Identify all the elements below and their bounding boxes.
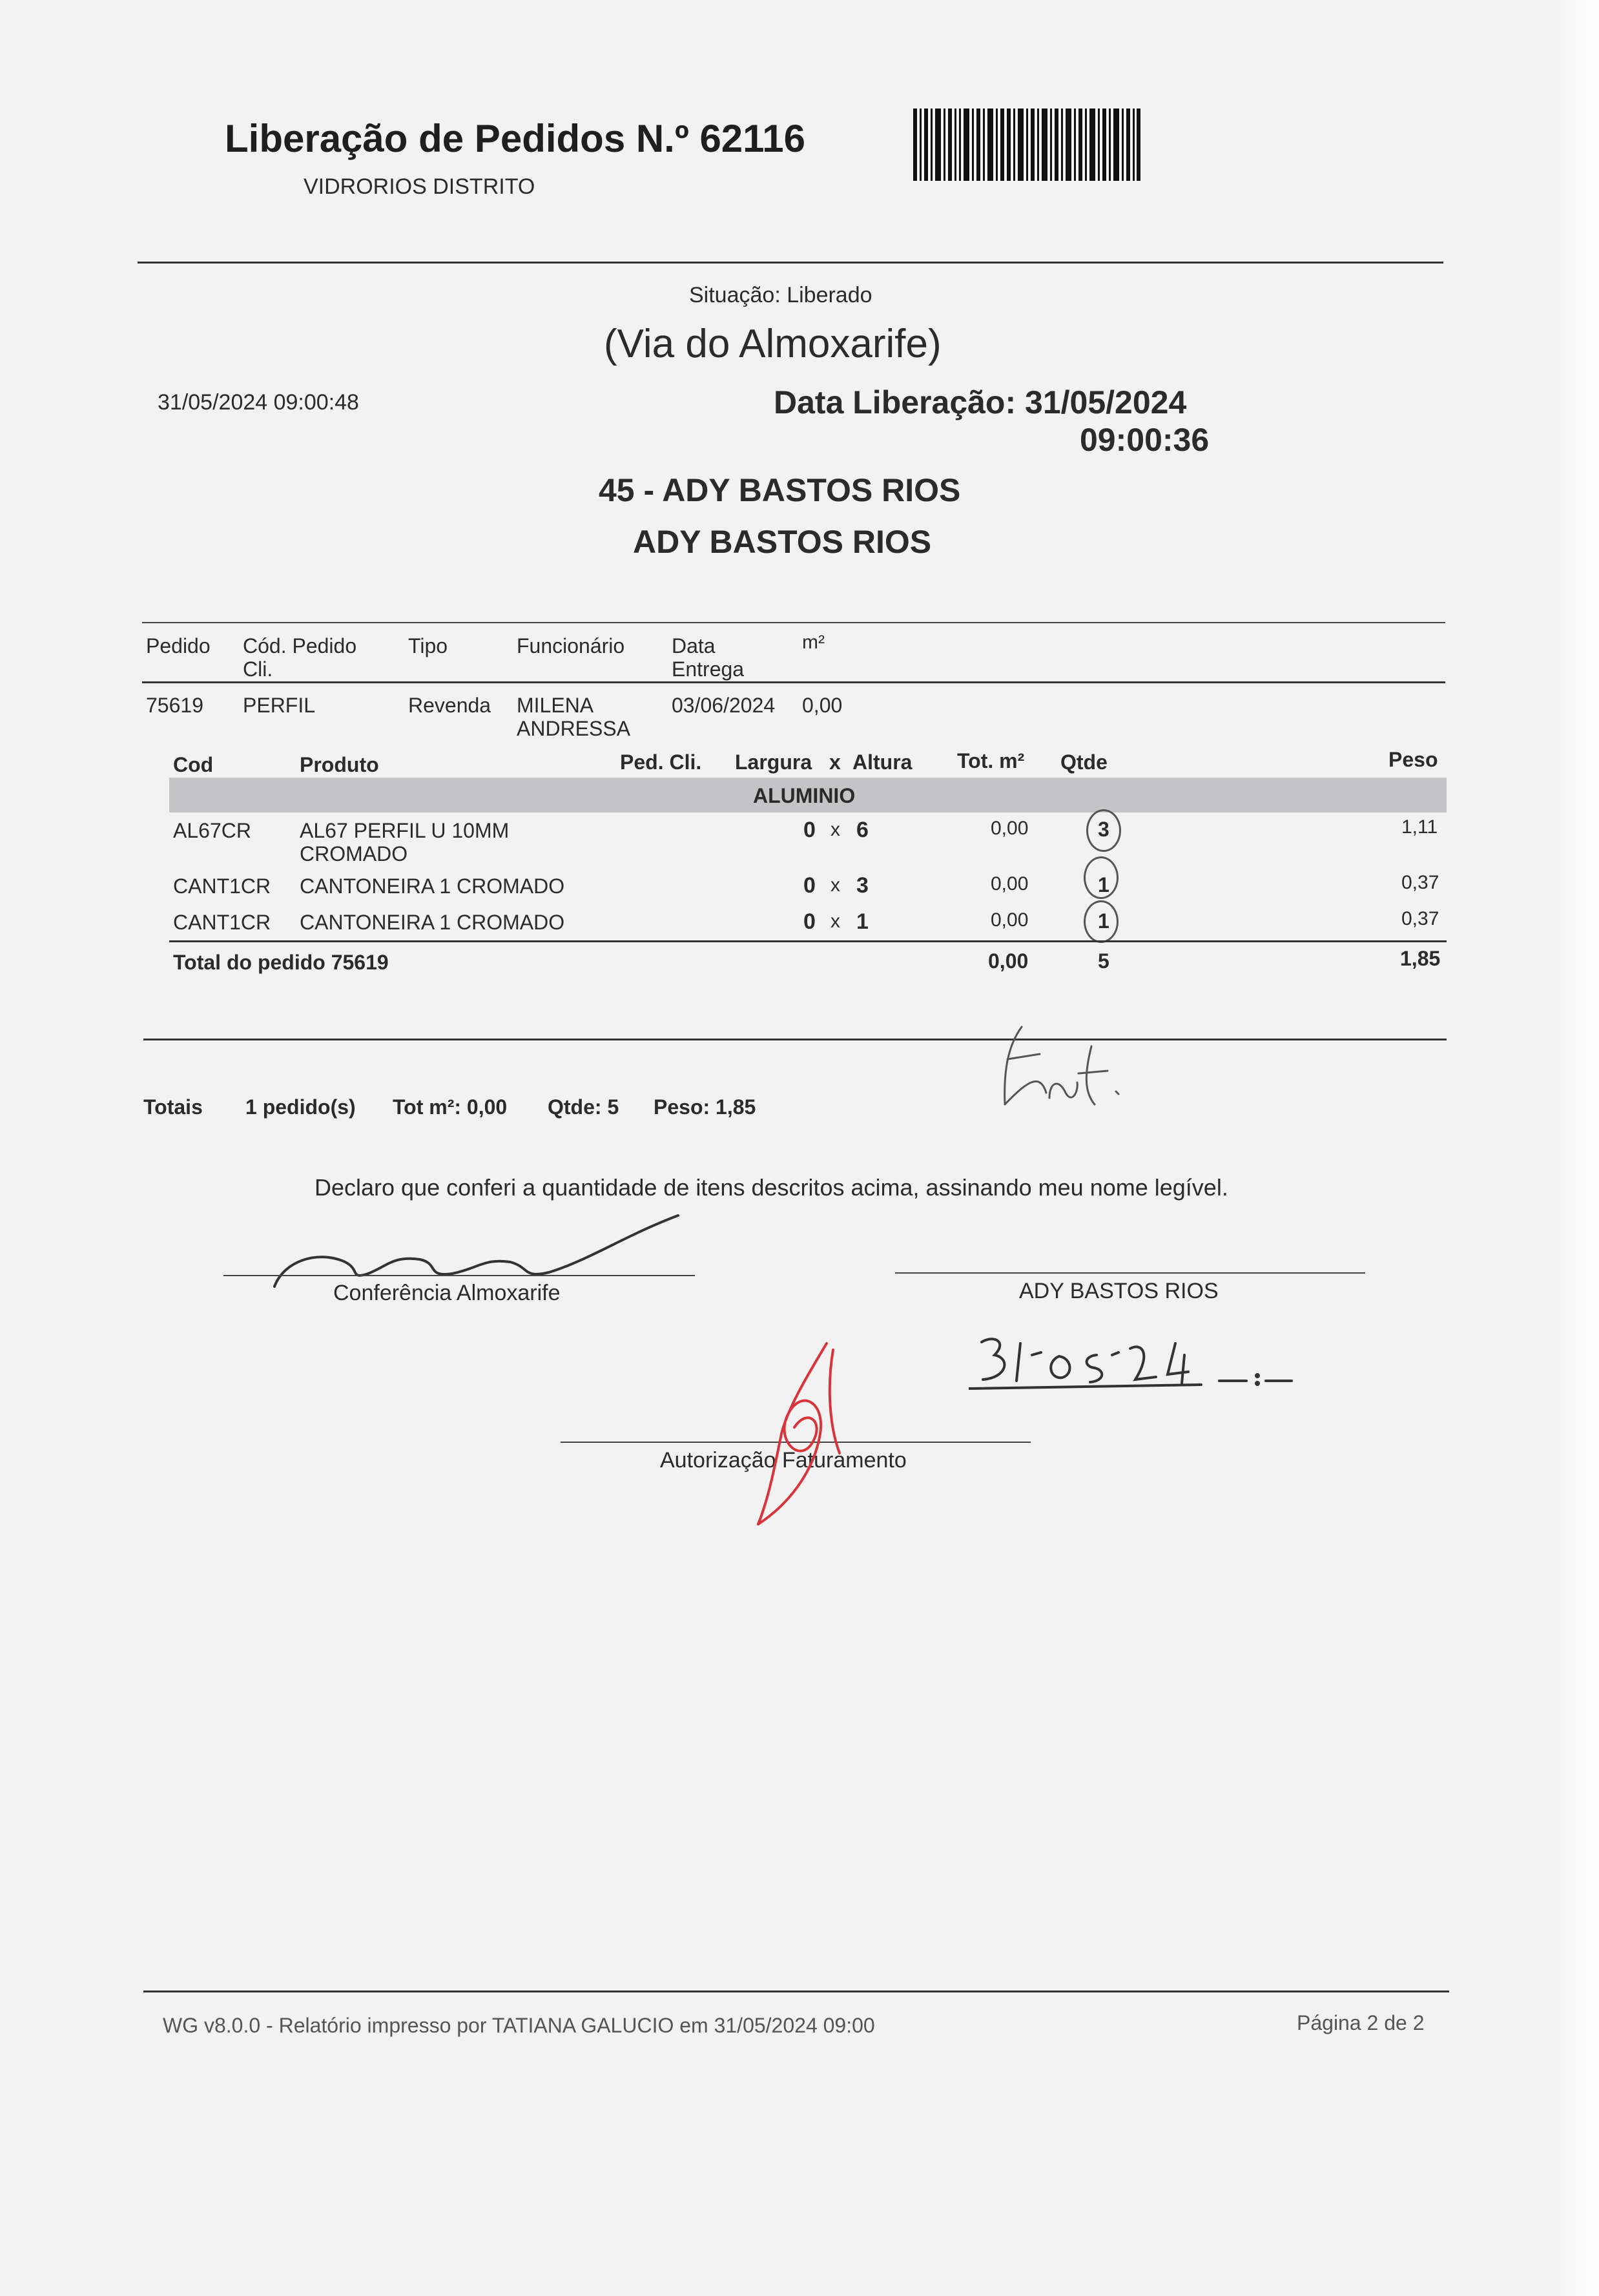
item-largura: 0 [803,873,816,898]
footer-page-number: Página 2 de 2 [1297,2011,1425,2034]
data-liberacao-time: 09:00:36 [1080,422,1210,458]
conferencia-label: Conferência Almoxarife [333,1281,561,1305]
item-x: x [830,874,840,896]
col-header-pedido: Pedido [146,634,211,657]
item-altura: 3 [856,873,869,898]
item-qtde: 1 [1098,873,1109,896]
item-x: x [830,819,840,840]
item-cod: CANT1CR [173,874,271,898]
header-divider [138,262,1443,264]
items-header-peso: Peso [1388,748,1438,771]
printed-timestamp: 31/05/2024 09:00:48 [158,390,359,415]
company-name: VIDRORIOS DISTRITO [304,174,535,199]
handwritten-note [982,1020,1124,1121]
totals-label: Totais [143,1095,203,1119]
items-total-rule [169,940,1447,942]
item-produto: AL67 PERFIL U 10MM [300,819,510,842]
items-header-produto: Produto [300,753,379,776]
col-header-cod-pedido-cli: Cli. [243,657,273,681]
col-header-data: Data [672,634,716,657]
items-header-qtde: Qtde [1060,750,1108,774]
item-largura: 0 [803,818,816,842]
red-signature [743,1337,859,1534]
item-produto: CANTONEIRA 1 CROMADO [300,874,565,898]
cliente-label: ADY BASTOS RIOS [1019,1279,1219,1303]
item-cod: AL67CR [173,819,251,842]
item-produto: CANTONEIRA 1 CROMADO [300,911,565,934]
order-funcionario-1: MILENA [517,694,594,717]
situacao-label: Situação: Liberado [689,283,872,307]
items-header-altura: Altura [852,750,913,774]
item-x: x [830,911,840,932]
order-total-m2: 0,00 [988,949,1029,973]
item-altura: 1 [856,909,869,934]
order-table-header-rule [142,681,1445,683]
totals-qtde: Qtde: 5 [548,1095,619,1119]
declaration-text: Declaro que conferi a quantidade de itens descritos acima, assinando meu nome legível. [315,1174,1228,1201]
order-data-entrega: 03/06/2024 [672,694,776,717]
cliente-line [895,1272,1365,1274]
item-altura: 6 [856,818,869,842]
item-produto-cont: CROMADO [300,842,408,865]
data-liberacao-label: Data Liberação: 31/05/2024 [774,384,1187,420]
totals-divider [143,1039,1447,1040]
items-header-ped-cli: Ped. Cli. [620,750,702,774]
client-name: ADY BASTOS RIOS [633,524,932,560]
order-total-peso: 1,85 [1400,947,1441,970]
item-peso: 0,37 [1401,908,1439,929]
totals-m2: Tot m²: 0,00 [393,1095,508,1119]
order-pedido: 75619 [146,694,203,717]
item-tot-m2: 0,00 [991,818,1029,839]
item-cod: CANT1CR [173,911,271,934]
order-total-qtde: 5 [1098,949,1109,973]
item-qtde: 1 [1098,909,1109,933]
items-header-cod: Cod [173,753,214,776]
autorizacao-label: Autorização Faturamento [660,1448,907,1473]
order-m2: 0,00 [802,694,843,717]
col-header-funcionario: Funcionário [517,634,625,657]
paper-edge [1554,0,1599,2296]
item-tot-m2: 0,00 [991,909,1029,931]
footer-divider [143,1991,1449,1992]
handwritten-date [969,1329,1317,1403]
order-tipo: Revenda [408,694,491,717]
item-qtde: 3 [1098,818,1109,841]
items-header-largura: Largura [735,750,812,774]
order-table-top-rule [142,622,1445,623]
col-header-m2: m² [802,632,825,653]
client-code-name: 45 - ADY BASTOS RIOS [599,472,961,508]
item-peso: 1,11 [1401,816,1438,838]
conferencia-line [223,1275,695,1276]
via-label: (Via do Almoxarife) [604,322,942,366]
col-header-tipo: Tipo [408,634,448,657]
col-header-cod-pedido: Cód. Pedido [243,634,357,657]
barcode [913,109,1140,181]
totals-peso: Peso: 1,85 [654,1095,756,1119]
item-tot-m2: 0,00 [991,873,1029,895]
items-header-x: x [829,750,841,774]
order-funcionario-2: ANDRESSA [517,717,631,740]
footer-report-info: WG v8.0.0 - Relatório impresso por TATIANA GALUCIO em 31/05/2024 09:00 [163,2014,875,2037]
order-total-label: Total do pedido 75619 [173,951,389,974]
totals-pedidos: 1 pedido(s) [245,1095,356,1119]
item-largura: 0 [803,909,816,934]
col-header-entrega: Entrega [672,657,745,681]
items-header-tot-m2: Tot. m² [957,749,1025,772]
group-name: ALUMINIO [753,784,856,807]
order-cod-pedido: PERFIL [243,694,316,717]
item-peso: 0,37 [1401,872,1439,893]
page-title: Liberação de Pedidos N.º 62116 [225,117,805,160]
